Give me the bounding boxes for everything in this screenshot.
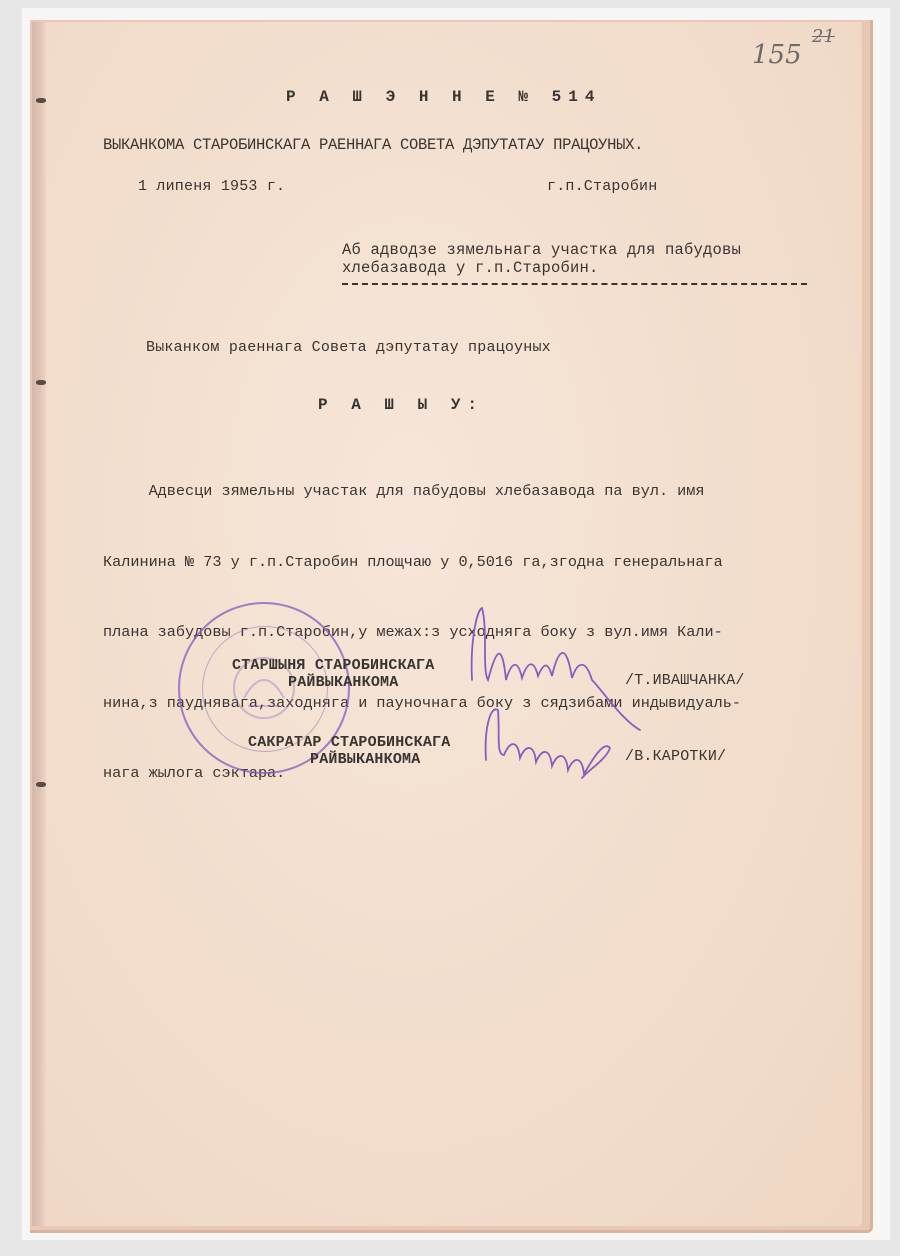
preamble: Выканком раеннага Совета дэпутатау працоуных bbox=[146, 339, 551, 356]
body-line: Адвесци зямельны участак для пабудовы хлебазавода па вул. имя bbox=[103, 482, 705, 500]
binding-edge bbox=[32, 22, 46, 1226]
document-date: 1 липеня 1953 г. bbox=[138, 178, 286, 195]
issuing-body: ВЫКАНКОМА СТАРОБИНСКАГА РАЕННАГА СОВЕТА ДЭПУТАТАУ ПРАЦОУНЫХ. bbox=[103, 136, 644, 154]
signer-1-name: /Т.ИВАШЧАНКА/ bbox=[625, 672, 745, 689]
archive-page-number-crossed: 21 bbox=[812, 26, 835, 47]
signature-2-icon bbox=[478, 700, 638, 790]
signer-1-title-line-1: СТАРШЫНЯ СТАРОБИНСКАГА bbox=[232, 657, 435, 674]
body-line: плана забудовы г.п.Старобин,у межах:з усходняга боку з вул.имя Кали- bbox=[103, 623, 723, 641]
binding-hole bbox=[36, 782, 46, 787]
document-place: г.п.Старобин bbox=[547, 178, 658, 195]
body-line: нина,з пауднявага,заходняга и пауночнага боку з сядзибами индывидуаль- bbox=[103, 693, 741, 712]
signer-1-title-line-2: РАЙВЫКАНКОМА bbox=[288, 674, 399, 691]
archive-page-number: 155 bbox=[752, 40, 802, 70]
binding-hole bbox=[36, 98, 46, 103]
body-line: Калинина № 73 у г.п.Старобин площчаю у 0,5016 га,згодна генеральнага bbox=[103, 552, 723, 571]
binding-hole bbox=[36, 380, 46, 385]
signer-2-name: /В.КАРОТКИ/ bbox=[625, 748, 727, 765]
subject-line-1: Аб адводзе зямельнага участка для пабудовы bbox=[342, 241, 742, 259]
document-title: Р А Ш Э Н Н Е № 514 bbox=[286, 88, 602, 106]
subject-line-2: хлебазавода у г.п.Старобин. bbox=[342, 259, 599, 277]
signer-2-title-line-2: РАЙВЫКАНКОМА bbox=[310, 751, 421, 768]
signer-2-title-line-1: САКРАТАР СТАРОБИНСКАГА bbox=[248, 734, 451, 751]
body-line: нага жылога сэктара. bbox=[103, 764, 286, 782]
subject-underline bbox=[342, 283, 807, 285]
resolves-heading: Р А Ш Ы У: bbox=[318, 396, 485, 414]
